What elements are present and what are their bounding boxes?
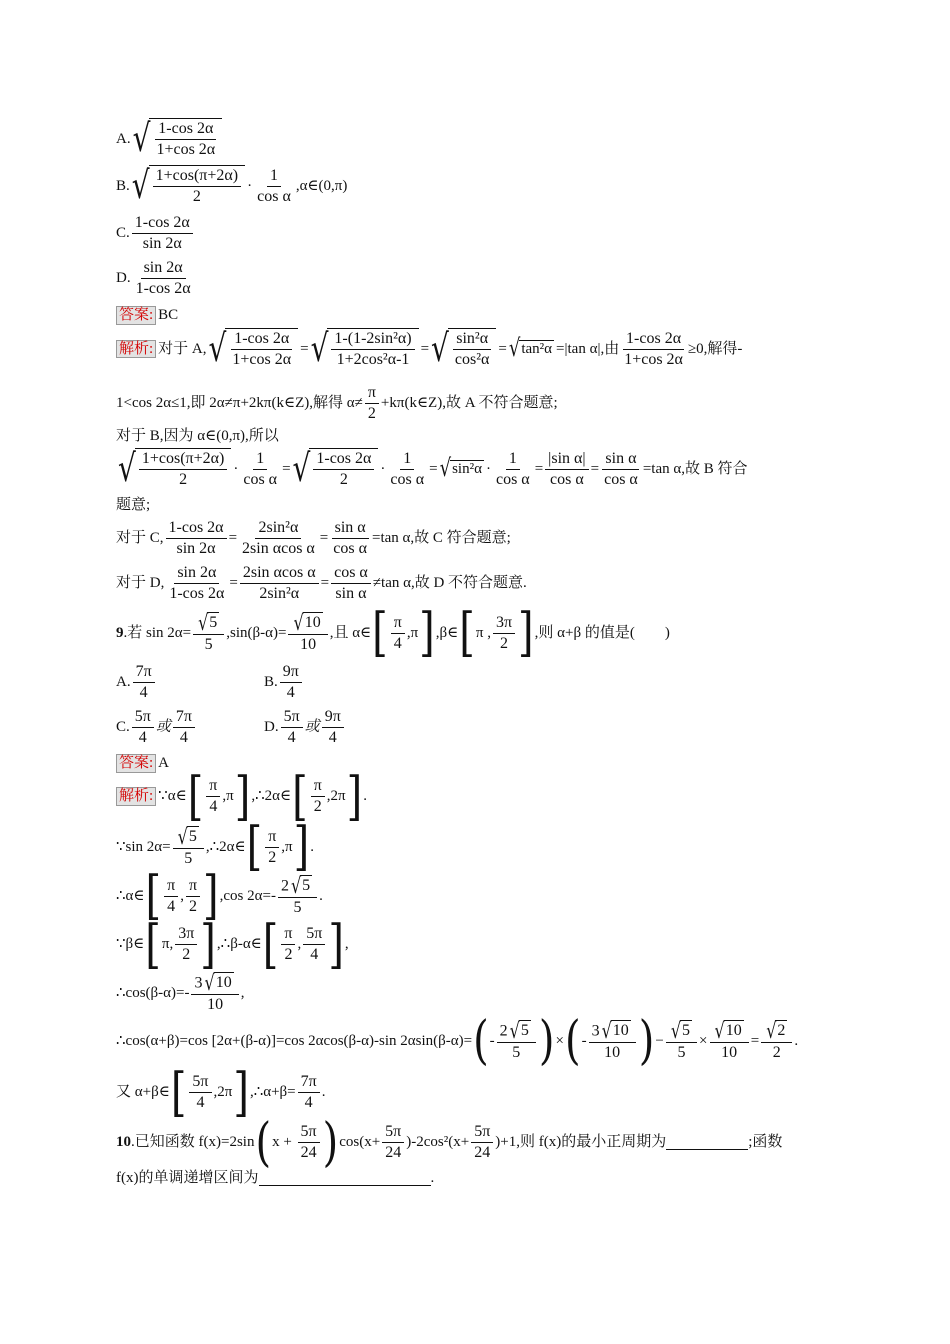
fraction: $\frac{\text{sin α}}{\text{cos α}}$ xyxy=(604,449,638,488)
q8-analysis-c: 对于 C, $\frac{1-\cos 2\alpha}{\sin 2\alpha}$ = $\frac{\text{2sin²α}}{\text{2sin αcos α}}$ = $\frac{\text{sin α}}{\text{cos α}}$ =tan α,故 C 符合题意; xyxy=(116,519,511,557)
question-number: 9 xyxy=(116,625,124,641)
option-label: C. xyxy=(116,225,130,242)
fraction: $\frac{\text{|sin α|}}{\text{cos α}}$ xyxy=(545,449,588,490)
fraction: $\frac{\sin 2\alpha}{1-\cos 2\alpha}$ xyxy=(169,564,225,602)
q9-analysis-line1: 解析: ∵α∈ [ $\frac{\pi}{4}$ , π ] ,∴2α∈ [ $\frac{\pi}{2}$ , 2π ] . xyxy=(116,776,840,817)
fraction: $\frac{\sin 2\alpha}{1-\cos 2\alpha}$ xyxy=(135,259,191,297)
answer-blank xyxy=(666,1135,748,1150)
q9-analysis-line3: ∴α∈ [ $\frac{\pi}{4}$ , $\frac{\pi}{2}$ ] ,cos 2α=- 2 √ 5 5 . xyxy=(116,866,323,927)
q8-option-d xyxy=(116,258,840,299)
fraction: $\frac{3\pi}{2}$ xyxy=(493,613,515,654)
q9-option-d: D. $\frac{5\pi}{4}$ 或 $\frac{9\pi}{4}$ xyxy=(264,707,346,748)
q9-analysis-line4: ∵β∈ [ π , $\frac{3\pi}{2}$ ] ,∴β-α∈ [ $\frac{\pi}{2}$ , $\frac{5\pi}{4}$ ] , xyxy=(116,914,349,975)
q9-option-a: A. $\frac{7\pi}{4}$ xyxy=(116,662,264,703)
fraction: $\frac{1}{\text{cos α}}$ xyxy=(257,166,291,205)
answer-value: A xyxy=(158,755,170,771)
q9-analysis-line7: 又 α+β∈ [ $\frac{5\pi}{4}$ , 2π ] ,∴α+β= $\frac{7\pi}{4}$ . xyxy=(116,1062,326,1123)
fraction: $\frac{1}{\text{cos α}}$ xyxy=(243,449,278,488)
q9-answer xyxy=(116,754,840,773)
answer-value: BC xyxy=(158,307,179,323)
fraction: √ 5 5 xyxy=(193,612,224,655)
q8-analysis-b-line: √ $\frac{1+\cos(\pi+2\alpha)}{2}$ · $\frac{1}{\text{cos α}}$ = √ $\frac{1-\cos 2\alpha}{2}$ · $\frac{1}{\text{cos α}}$ = √ sin²α · $\frac{1}{\text{cos α}}$ = $\frac{\text{|sin α|}}{\text{cos α}}$ = $\frac{\text{sin α}}{\text{cos α}}$ =tan α,故 B 符合 xyxy=(118,446,748,491)
q10-stem-line2: f(x)的单调递增区间为 . xyxy=(116,1170,435,1186)
analysis-label: 解析: xyxy=(116,787,156,806)
answer-label: 答案: xyxy=(116,754,156,773)
fraction: $\frac{1-\cos 2\alpha}{2}$ xyxy=(313,449,374,490)
q10-stem-line1: 10 .已知函数 f(x)=2sin ( x + $\frac{5\pi}{24}$ ) cos(x+ $\frac{5\pi}{24}$ )-2cos²(x+ $\frac{5\pi}{24}$ )+1,则 f(x)的最小正周期为 ;函数 xyxy=(116,1112,783,1173)
answer-label: 答案: xyxy=(116,306,156,325)
fraction: $\frac{\text{2sin²α}}{\text{2sin αcos α}}$ xyxy=(242,519,315,557)
fraction: $\frac{\text{1-(1-2sin²α)}}{\text{1+2cos²α-1}}$ xyxy=(331,329,414,370)
q8-analysis-b-intro: 对于 B,因为 α∈(0,π),所以 xyxy=(116,428,279,444)
q9-analysis-line6: ∴cos(α+β)=cos [2α+(β-α)]=cos 2αcos(β-α)-sin 2αsin(β-α)= ( - 2 √ 5 5 ) × ( - 3 √ 10 10 ) − √ 5 5 × √ 10 10 = √ 2 2 . xyxy=(116,1011,799,1072)
fraction: $\frac{1+\cos(\pi+2\alpha)}{2}$ xyxy=(139,449,228,490)
q9-stem: 9 .若 sin 2α= √ 5 5 ,sin(β-α)= √ 10 10 ,且 α∈ [ $\frac{\pi}{4}$ ,π ] ,β∈ [ π , $\frac{3\pi}{2}$ ] ,则 α+β 的值是( ) xyxy=(116,603,670,664)
q9-analysis-line5: ∴cos(β-α)=- 3 √ 10 10 , xyxy=(116,969,245,1013)
fraction: $\frac{1}{\text{cos α}}$ xyxy=(390,449,425,488)
q8-analysis-b-line2: 题意; xyxy=(116,497,151,513)
fraction: $\frac{1-\cos 2\alpha}{1+\cos 2\alpha}$ xyxy=(156,120,216,158)
fraction: $\frac{\text{sin α}}{\text{cos α}}$ xyxy=(333,519,367,557)
q9-options-cd xyxy=(116,707,840,748)
sqrt-expression: √ $\frac{1-\cos 2\alpha}{1+\cos 2\alpha}$ xyxy=(133,118,223,160)
option-label: B. xyxy=(116,177,130,194)
fraction: $\frac{1}{\text{cos α}}$ xyxy=(495,449,530,488)
analysis-label: 解析: xyxy=(116,340,156,359)
q8-option-b: B. √ $\frac{1+\cos(\pi+2\alpha)}{2}$ · $\frac{1}{\text{cos α}}$ ,α∈(0,π) xyxy=(116,163,348,208)
q8-option-a xyxy=(116,118,840,160)
fraction: $\frac{1-\cos 2\alpha}{1+\cos 2\alpha}$ xyxy=(624,329,683,368)
fraction: $\frac{1+\cos(\pi+2\alpha)}{2}$ xyxy=(153,166,242,207)
fraction: $\frac{1-\cos 2\alpha}{\sin 2\alpha}$ xyxy=(166,518,227,559)
fraction: $\frac{\pi}{4}$ xyxy=(391,613,405,654)
q8-option-c xyxy=(116,213,840,254)
q8-analysis-d: 对于 D, $\frac{\sin 2\alpha}{1-\cos 2\alpha}$ = $\frac{\text{2sin αcos α}}{\text{2sin²α}}$ = $\frac{\text{cos α}}{\text{sin α}}$ ≠tan α,故 D 不符合题意. xyxy=(116,564,527,602)
q9-analysis-line2: ∵sin 2α= √ 5 5 ,∴2α∈ [ $\frac{\pi}{2}$ , π ] . xyxy=(116,817,314,878)
fraction: $\frac{1-\cos 2\alpha}{\sin 2\alpha}$ xyxy=(132,213,193,254)
fraction: $\frac{\text{cos α}}{\text{sin α}}$ xyxy=(331,563,371,604)
q8-analysis-a-line2: 1<cos 2α≤1,即 2α≠π+2kπ(k∈Z),解得 α≠ $\frac{\pi}{2}$ +kπ(k∈Z),故 A 不符合题意; xyxy=(116,384,558,422)
q9-option-c: C. $\frac{5\pi}{4}$ 或 $\frac{7\pi}{4}$ xyxy=(116,707,264,748)
option-label: D. xyxy=(116,270,131,287)
q9-option-b: B. $\frac{9\pi}{4}$ xyxy=(264,662,304,703)
fraction: $\frac{\text{sin²α}}{\text{cos²α}}$ xyxy=(454,330,490,368)
q9-options-ab xyxy=(116,662,840,703)
fraction: $\frac{1-\cos 2\alpha}{1+\cos 2\alpha}$ xyxy=(232,330,292,368)
fraction: $\frac{\pi}{2}$ xyxy=(365,383,379,424)
question-number: 10 xyxy=(116,1134,131,1151)
q8-analysis-a-line1: 解析: 对于 A, √ $\frac{1-\cos 2\alpha}{1+\cos 2\alpha}$ = √ $\frac{\text{1-(1-2sin²α)}}{\text{1+2cos²α-1}}$ = √ $\frac{\text{sin²α}}{\text{cos²α}}$ = √ tan²α =|tan α|,由 $\frac{1-\cos 2\alpha}{1+\cos 2\alpha}$ ≥0,解得- xyxy=(116,328,840,370)
option-label: A. xyxy=(116,130,131,147)
answer-blank xyxy=(259,1171,431,1186)
fraction: √ 10 10 xyxy=(288,612,327,655)
fraction: $\frac{\text{2sin αcos α}}{\text{2sin²α}}$ xyxy=(240,563,319,604)
sqrt-expression: √ $\frac{1+\cos(\pi+2\alpha)}{2}$ xyxy=(132,165,245,207)
